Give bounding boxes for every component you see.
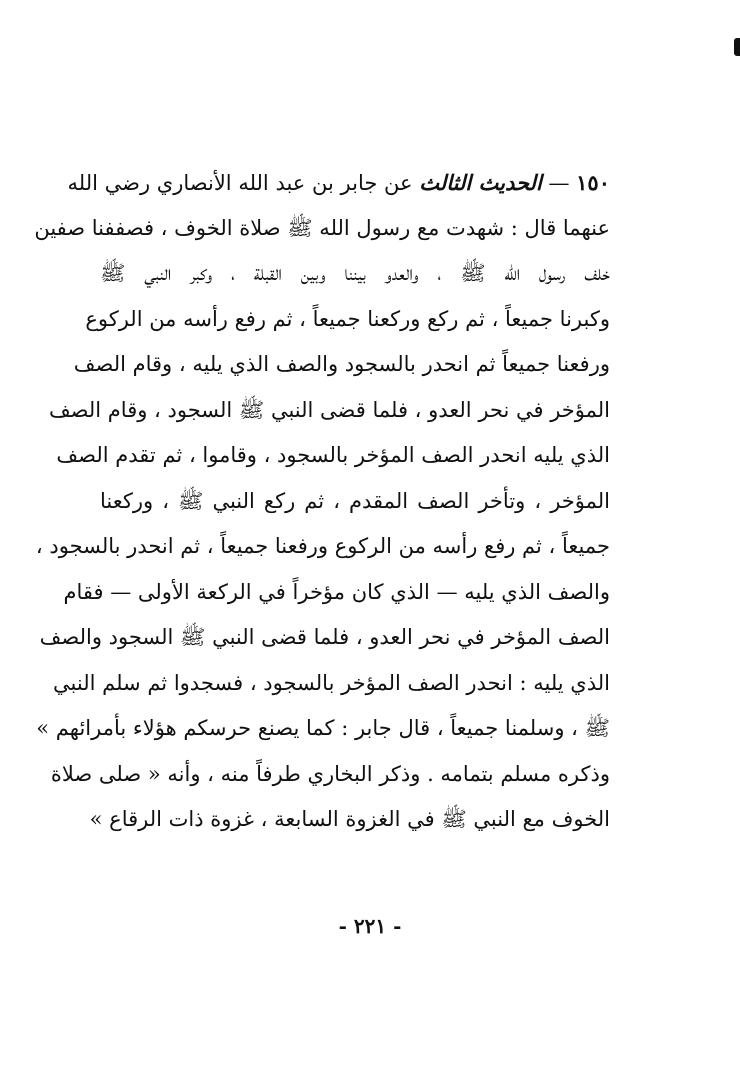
hadith-title: الحديث الثالث [419, 170, 542, 195]
hadith-text-block [34, 160, 610, 843]
hadith-dash: — [548, 171, 570, 195]
hadith-line-14: وذكره مسلم بتمامه . وذكر البخاري طرفاً منه ، وأنه « صلى صلاة [50, 761, 610, 786]
hadith-line-13: ﷺ ، وسلمنا جميعاً ، قال جابر : كما يصنع حرسكم هؤلاء بأمرائهم » [36, 716, 610, 740]
hadith-line-12: الذي يليه : انحدر الصف المؤخر بالسجود ، فسجدوا ثم سلم النبي [53, 670, 610, 695]
hadith-line-9: جميعاً ، ثم رفع رأسه من الركوع ورفعنا جميعاً ، ثم انحدر بالسجود ، [35, 534, 610, 558]
hadith-line-1 [67, 160, 610, 206]
hadith-line-10: والصف الذي يليه — الذي كان مؤخراً في الركعة الأولى — فقام [63, 579, 610, 604]
hadith-line-text: عن جابر بن عبد الله الأنصاري رضي الله [67, 171, 413, 195]
hadith-line-2: عنهما قال : شهدت مع رسول الله ﷺ صلاة الخوف ، فصففنا صفين [34, 215, 610, 240]
hadith-line-6: المؤخر في نحر العدو ، فلما قضى النبي ﷺ السجود ، وقام الصف [48, 397, 610, 422]
hadith-number: ١٥٠ [576, 170, 610, 195]
hadith-line-5: ورفعنا جميعاً ثم انحدر بالسجود والصف الذي يليه ، وقام الصف [73, 352, 610, 376]
hadith-line-4: وكبرنا جميعاً ، ثم ركع وركعنا جميعاً ، ثم رفع رأسه من الركوع [85, 306, 610, 331]
page-number: - ٢٢١ - [338, 914, 402, 938]
hadith-line-11: الصف المؤخر في نحر العدو ، فلما قضى النبي ﷺ السجود والصف [39, 625, 610, 649]
hadith-line-8: المؤخر ، وتأخر الصف المقدم ، ثم ركع النبي ﷺ ، وركعنا [100, 488, 610, 513]
page-edge-mark [734, 38, 740, 56]
hadith-line-7: الذي يليه انحدر الصف المؤخر بالسجود ، وقاموا ، ثم تقدم الصف [56, 443, 610, 467]
hadith-line-3: خلف رسول الله ﷺ ، والعدو بيننا وبين القبلة ، وكبر النبي ﷺ [100, 261, 610, 285]
hadith-line-15: الخوف مع النبي ﷺ في الغزوة السابعة ، غزوة ذات الرقاع » [89, 807, 610, 831]
